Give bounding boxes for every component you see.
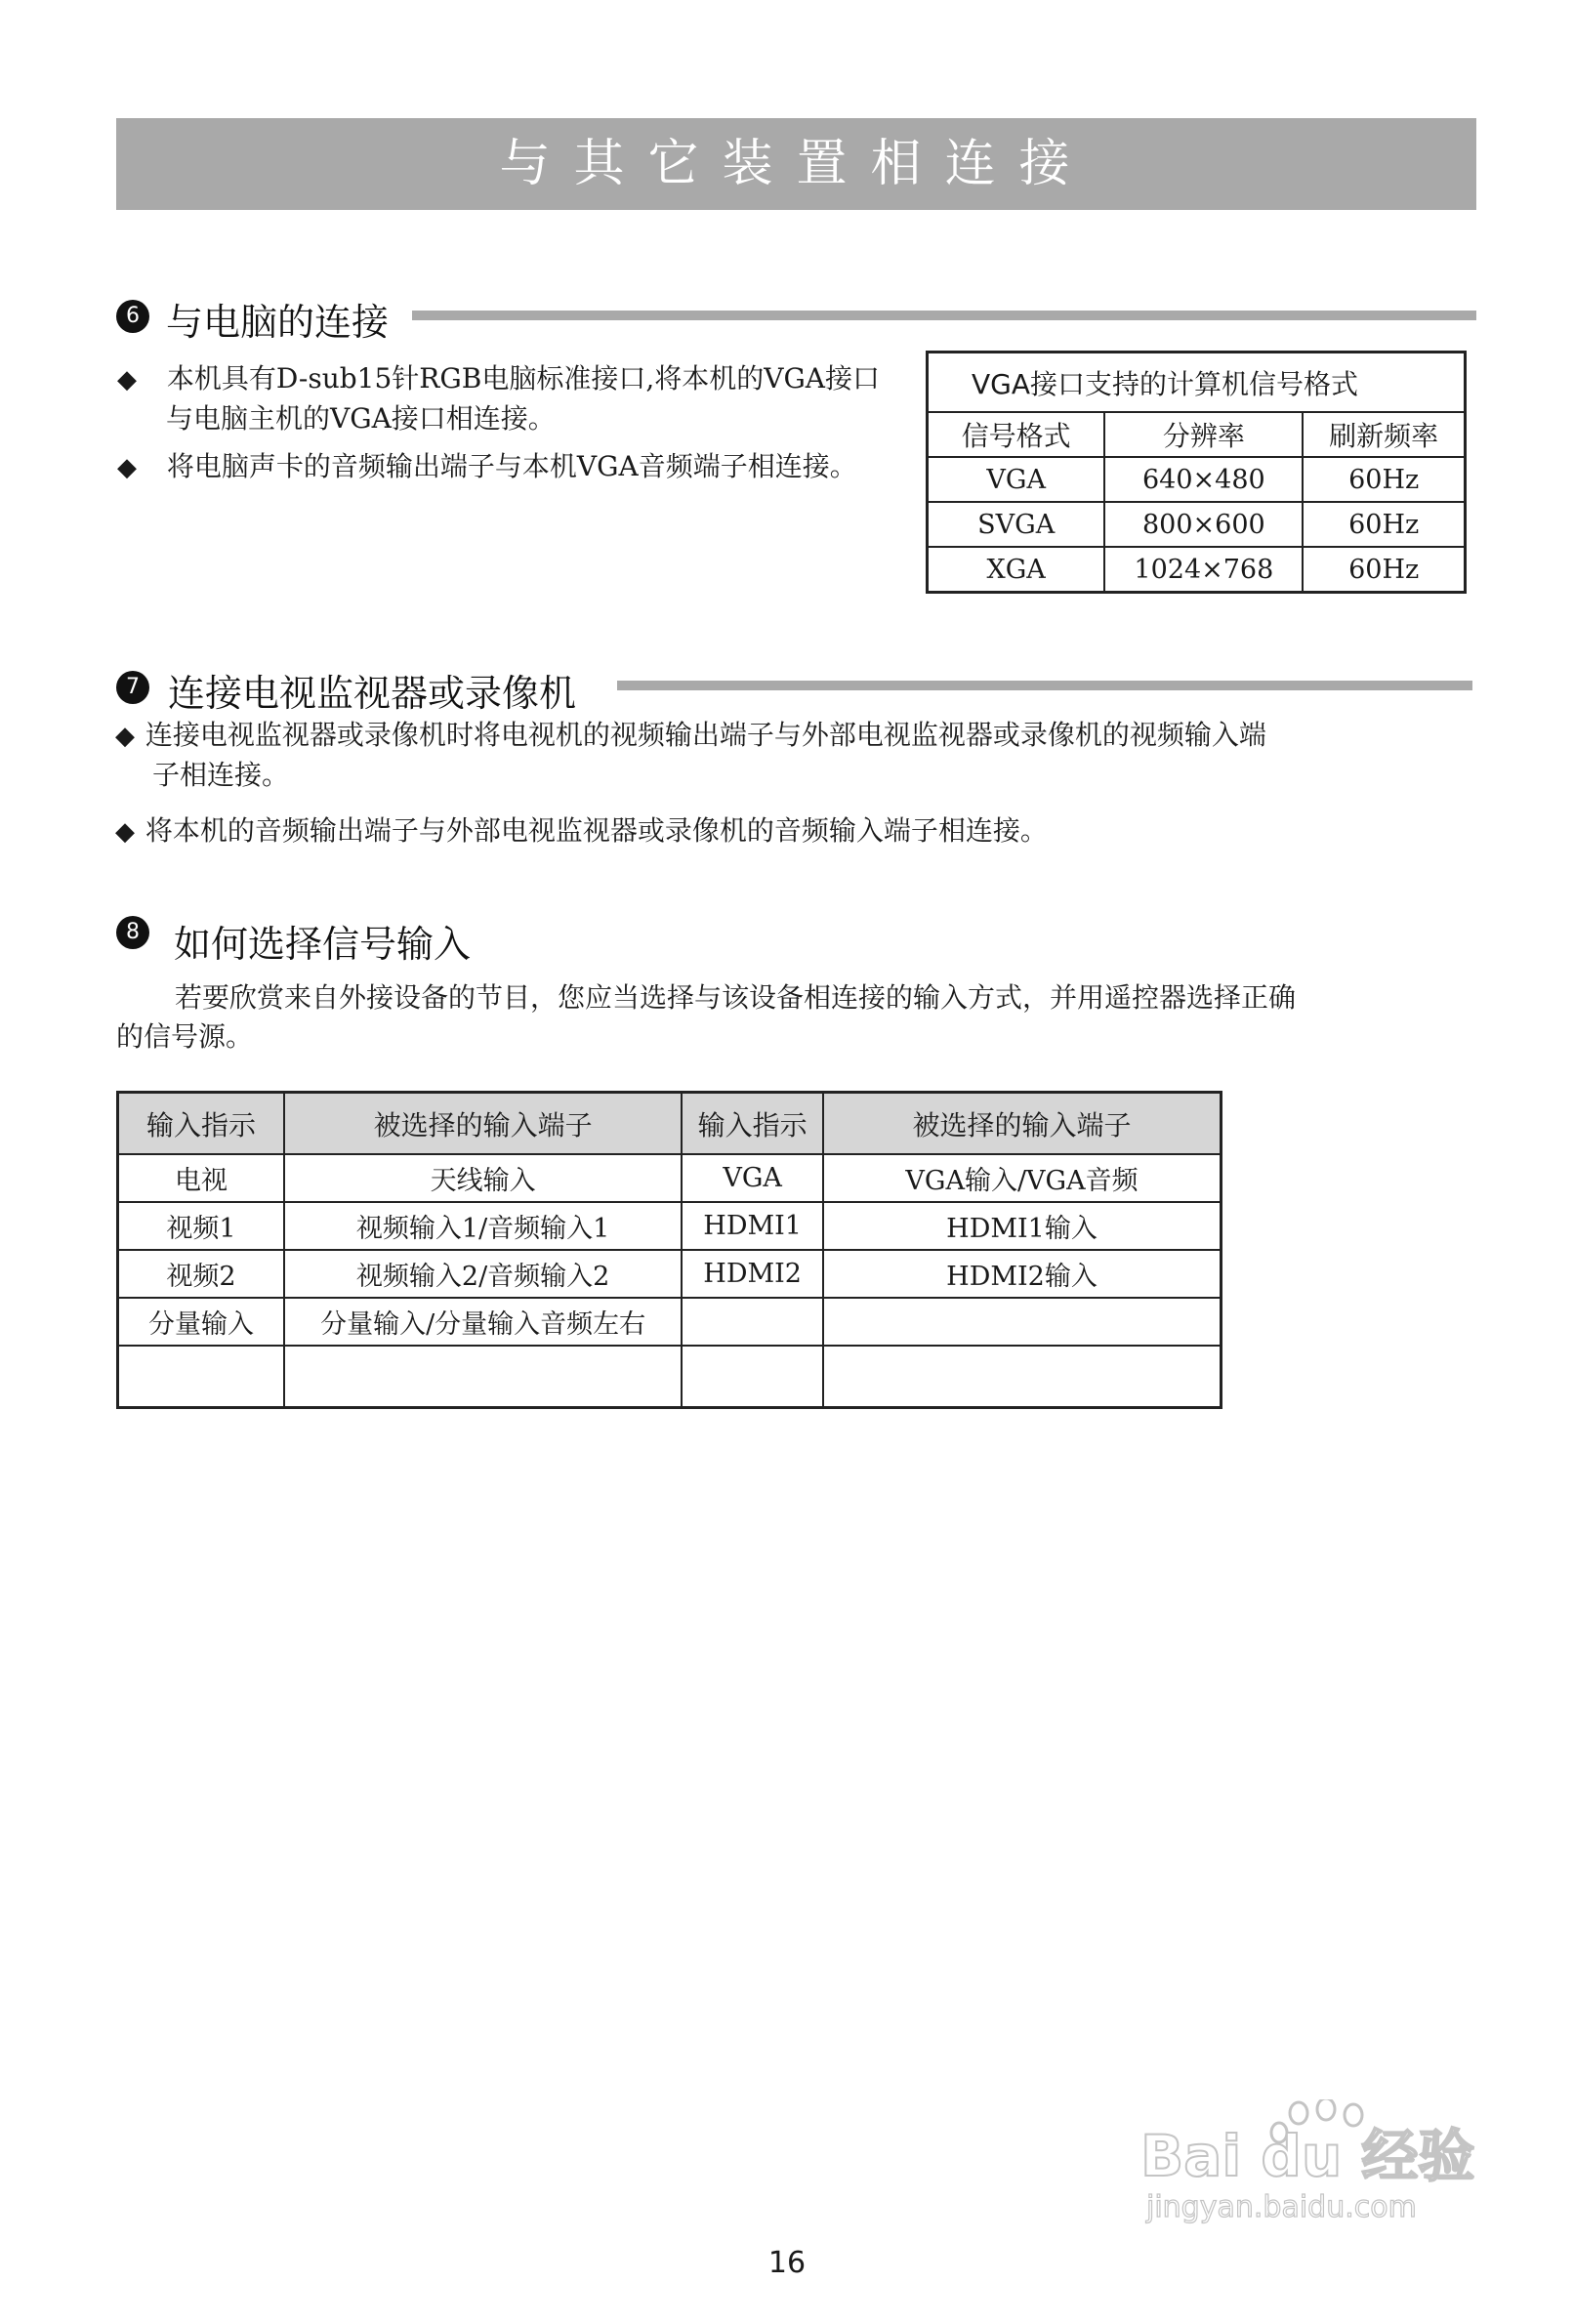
vga-table-caption: VGA接口支持的计算机信号格式	[928, 353, 1466, 413]
table-cell	[118, 1346, 284, 1408]
watermark-url: jingyan.baidu.com	[1146, 2190, 1417, 2224]
diamond-bullet-icon: ◆	[115, 722, 135, 751]
section-7-rule	[617, 681, 1472, 690]
watermark-brand: Bai du 经验	[1140, 2123, 1475, 2189]
table-cell: 640×480	[1104, 457, 1303, 502]
table-cell: 1024×768	[1104, 547, 1303, 593]
diamond-bullet-icon: ◆	[117, 453, 137, 482]
input-selection-table	[116, 1091, 1222, 1409]
table-cell: 分量输入	[118, 1298, 284, 1346]
table-row	[928, 547, 1466, 593]
vga-format-table	[926, 351, 1467, 594]
table-row	[118, 1250, 1222, 1298]
table-row	[928, 457, 1466, 502]
diamond-bullet-icon: ◆	[117, 365, 137, 394]
table-cell: VGA	[928, 457, 1105, 502]
table-header: 分辨率	[1104, 412, 1303, 457]
section-7-bullet-1: ◆ 连接电视监视器或录像机时将电视机的视频输出端子与外部电视监视器或录像机的视频输入端 子相连接。	[115, 719, 1266, 791]
section-8-title: 如何选择信号输入	[174, 923, 472, 966]
table-header: 输入指示	[682, 1093, 823, 1155]
table-header: 刷新频率	[1303, 412, 1465, 457]
table-cell: XGA	[928, 547, 1105, 593]
table-cell	[823, 1346, 1222, 1408]
table-row	[118, 1154, 1222, 1202]
baidu-jingyan-watermark	[1133, 2099, 1504, 2226]
table-header: 输入指示	[118, 1093, 284, 1155]
section-6-bullet-2: ◆ 将电脑声卡的音频输出端子与本机VGA音频端子相连接。	[117, 450, 857, 482]
section-7-number-badge: 7	[116, 671, 149, 704]
section-6-bullet-1: ◆ 本机具有D-sub15针RGB电脑标准接口,将本机的VGA接口 与电脑主机的VGA接口相连接。	[117, 362, 881, 435]
table-cell: 分量输入/分量输入音频左右	[284, 1298, 682, 1346]
table-cell	[284, 1346, 682, 1408]
table-row	[928, 502, 1466, 547]
page-title: 与其它装置相连接	[499, 135, 1094, 193]
table-cell	[682, 1298, 823, 1346]
section-8-number-badge: 8	[116, 916, 149, 949]
section-7-bullet-2: ◆ 将本机的音频输出端子与外部电视监视器或录像机的音频输入端子相连接。	[115, 814, 1048, 847]
table-row	[118, 1202, 1222, 1250]
table-row	[118, 1298, 1222, 1346]
section-7-title: 连接电视监视器或录像机	[168, 672, 577, 715]
table-cell: 60Hz	[1303, 547, 1465, 593]
table-cell: 60Hz	[1303, 502, 1465, 547]
diamond-bullet-icon: ◆	[115, 817, 135, 847]
table-cell: 电视	[118, 1154, 284, 1202]
section-6-rule	[412, 311, 1476, 320]
table-header: 被选择的输入端子	[284, 1093, 682, 1155]
section-6-title: 与电脑的连接	[166, 301, 390, 344]
table-cell: VGA	[682, 1154, 823, 1202]
table-cell	[682, 1346, 823, 1408]
table-row	[118, 1346, 1222, 1408]
table-cell: 视频输入1/音频输入1	[284, 1202, 682, 1250]
section-8-paragraph: 若要欣赏来自外接设备的节目，您应当选择与该设备相连接的输入方式，并用遥控器选择正确 的信号源。	[116, 981, 1297, 1053]
table-cell	[823, 1298, 1222, 1346]
table-cell: 视频输入2/音频输入2	[284, 1250, 682, 1298]
table-cell: HDMI2输入	[823, 1250, 1222, 1298]
table-cell: 天线输入	[284, 1154, 682, 1202]
table-cell: HDMI1输入	[823, 1202, 1222, 1250]
table-cell: 800×600	[1104, 502, 1303, 547]
table-cell: 60Hz	[1303, 457, 1465, 502]
section-6-number-badge: 6	[116, 300, 149, 333]
table-header: 信号格式	[928, 412, 1105, 457]
table-cell: 视频2	[118, 1250, 284, 1298]
table-cell: VGA输入/VGA音频	[823, 1154, 1222, 1202]
table-header: 被选择的输入端子	[823, 1093, 1222, 1155]
page-number: 16	[767, 2246, 807, 2280]
table-cell: SVGA	[928, 502, 1105, 547]
table-cell: HDMI1	[682, 1202, 823, 1250]
table-cell: HDMI2	[682, 1250, 823, 1298]
table-cell: 视频1	[118, 1202, 284, 1250]
